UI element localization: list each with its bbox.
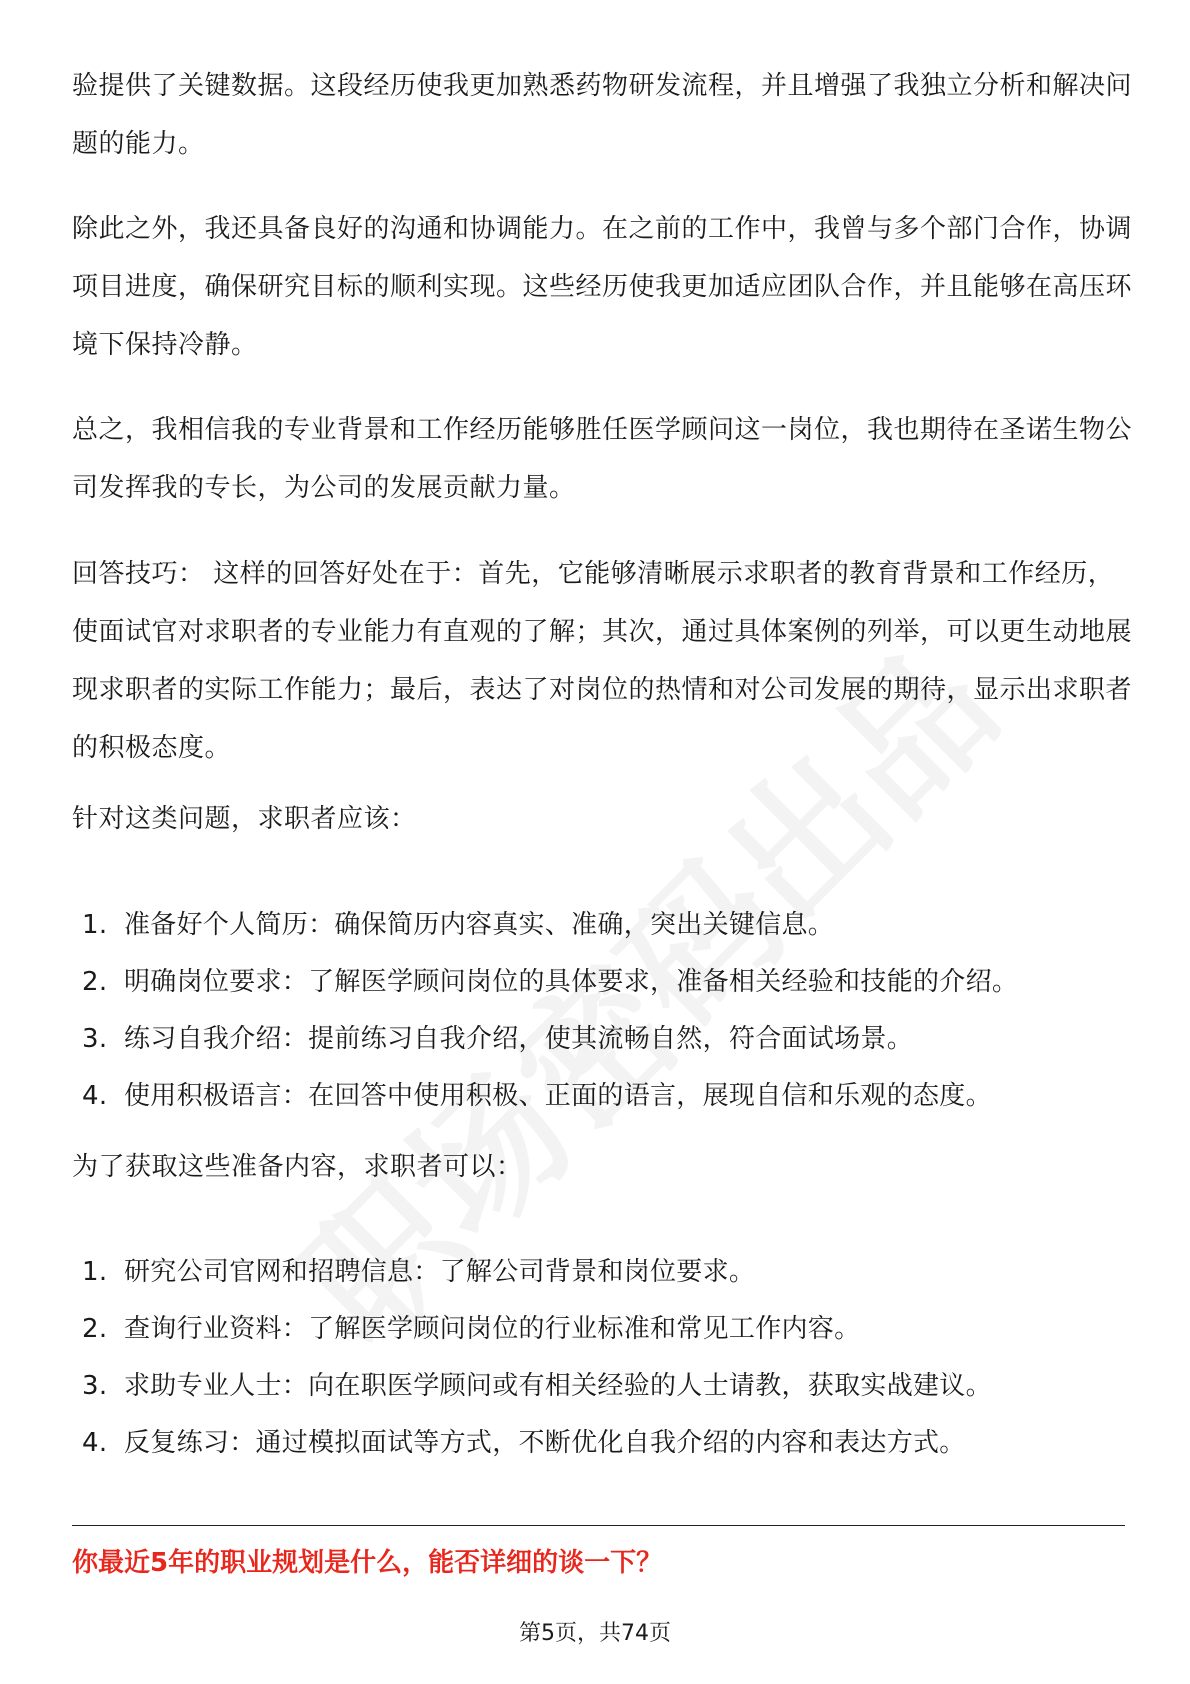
list-text: 使用积极语言：在回答中使用积极、正面的语言，展现自信和乐观的态度。 [124,1081,992,1111]
preparation-list [82,897,1122,1125]
paragraph-should-intro: 针对这类问题，求职者应该： [72,804,417,834]
next-question-heading: 你最近5年的职业规划是什么，能否详细的谈一下？ [72,1548,663,1578]
list-number: 1. [82,910,108,940]
list-item [82,1011,1122,1068]
list-text: 明确岗位要求：了解医学顾问岗位的具体要求，准备相关经验和技能的介绍。 [124,967,1019,997]
list-text: 反复练习：通过模拟面试等方式，不断优化自我介绍的内容和表达方式。 [124,1428,966,1458]
list-number: 3. [82,1024,108,1054]
list-text: 查询行业资料：了解医学顾问岗位的行业标准和常见工作内容。 [124,1314,861,1344]
list-number: 4. [82,1428,108,1458]
list-item [82,1358,1122,1415]
list-item [82,1244,1122,1301]
list-text: 求助专业人士：向在职医学顾问或有相关经验的人士请教，获取实战建议。 [124,1371,992,1401]
page-number-footer: 第5页，共74页 [519,1621,671,1646]
list-text: 准备好个人简历：确保简历内容真实、准确，突出关键信息。 [124,910,835,940]
paragraph-experience: 验提供了关键数据。这段经历使我更加熟悉药物研发流程，并且增强了我独立分析和解决问题的能力。 [72,71,1133,159]
list-item [82,1301,1122,1358]
list-number: 4. [82,1081,108,1111]
list-text: 练习自我介绍：提前练习自我介绍，使其流畅自然，符合面试场景。 [124,1024,914,1054]
list-item [82,954,1122,1011]
paragraph-answer-tips: 回答技巧： 这样的回答好处在于：首先，它能够清晰展示求职者的教育背景和工作经历，使面试官对求职者的专业能力有直观的了解；其次，通过具体案例的列举，可以更生动地展现求职者的实际工作能力；最后，表达了对岗位的热情和对公司发展的期待，显示出求职者的积极态度。 [72,559,1133,763]
list-number: 2. [82,967,108,997]
paragraph-communication: 除此之外，我还具备良好的沟通和协调能力。在之前的工作中，我曾与多个部门合作，协调项目进度，确保研究目标的顺利实现。这些经历使我更加适应团队合作，并且能够在高压环境下保持冷静。 [72,214,1133,360]
list-item [82,1415,1122,1472]
paragraph-conclusion: 总之，我相信我的专业背景和工作经历能够胜任医学顾问这一岗位，我也期待在圣诺生物公司发挥我的专长，为公司的发展贡献力量。 [72,415,1133,503]
paragraph-resources-intro: 为了获取这些准备内容，求职者可以： [72,1152,523,1182]
section-divider [72,1525,1125,1526]
list-number: 2. [82,1314,108,1344]
list-number: 1. [82,1257,108,1287]
list-text: 研究公司官网和招聘信息：了解公司背景和岗位要求。 [124,1257,756,1287]
list-item [82,1068,1122,1125]
list-item [82,897,1122,954]
list-number: 3. [82,1371,108,1401]
resources-list [82,1244,1122,1472]
